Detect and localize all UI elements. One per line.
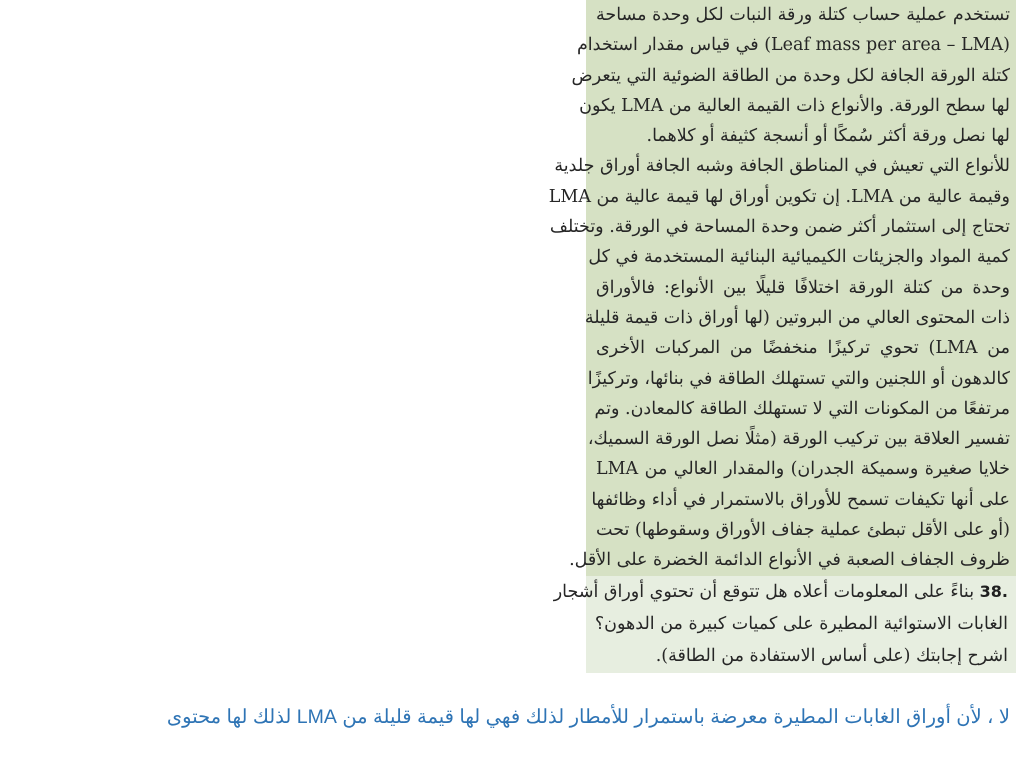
question-number: 38. [979, 582, 1008, 601]
passage-text [548, 0, 1016, 576]
passage-line: (أو على الأقل تبطئ عملية جفاف الأوراق وسقوطها) تحت [596, 520, 1010, 541]
question-text: بناءً على المعلومات أعلاه هل تتوقع أن تحتوي أوراق أشجار [553, 582, 975, 602]
passage-line: تفسير العلاقة بين تركيب الورقة (مثلًا نصل الورقة السميك، [587, 429, 1010, 450]
passage-line: لها سطح الورقة. والأنواع ذات القيمة العالية من LMA يكون [579, 95, 1010, 116]
question-block [553, 576, 1016, 673]
passage-line: (Leaf mass per area – LMA) في قياس مقدار استخدام [576, 35, 1010, 56]
question-line: الغابات الاستوائية المطيرة على كميات كبيرة من الدهون؟ [594, 614, 1008, 634]
passage-excerpt [548, 0, 1016, 576]
passage-line: على أنها تكيفات تسمح للأوراق بالاستمرار في أداء وظائفها [591, 489, 1010, 510]
passage-line: من LMA) تحوي تركيزًا منخفضًا من المركبات الأخرى [596, 338, 1011, 359]
passage-line: مرتفعًا من المكونات التي لا تستهلك الطاقة كالمعادن. وتم [594, 398, 1010, 419]
passage-line: كالدهون أو اللجنين والتي تستهلك الطاقة في بنائها، وتركيزًا [587, 368, 1010, 389]
passage-line: لها نصل ورقة أكثر سُمكًا أو أنسجة كثيفة أو كلاهما. [646, 126, 1010, 147]
answer-text: لا ، لأن أوراق الغابات المطيرة معرضة باستمرار للأمطار لذلك فهي لها قيمة قليلة من LMA لذلك لها محتوى [166, 706, 1010, 728]
passage-line: تحتاج إلى استثمار أكثر ضمن وحدة المساحة في الورقة. وتختلف [549, 217, 1010, 238]
passage-line: ذات المحتوى العالي من البروتين (لها أوراق ذات قيمة قليلة [584, 307, 1010, 328]
passage-line: كتلة الورقة الجافة لكل وحدة من الطاقة الضوئية التي يتعرض [571, 65, 1010, 86]
passage-line: كمية المواد والجزيئات الكيميائية البنائية المستخدمة في كل [588, 247, 1010, 268]
question-line: اشرح إجابتك (على أساس الاستفادة من الطاقة). [655, 646, 1008, 666]
passage-line: خلايا صغيرة وسميكة الجدران) والمقدار العالي من LMA [596, 459, 1010, 480]
passage-line: تستخدم عملية حساب كتلة ورقة النبات لكل وحدة مساحة [596, 5, 1010, 25]
passage-line: وقيمة عالية من LMA. إن تكوين أوراق لها قيمة عالية من LMA [548, 186, 1010, 207]
passage-line: ظروف الجفاف الصعبة في الأنواع الدائمة الخضرة على الأقل. [569, 550, 1010, 571]
passage-line: للأنواع التي تعيش في المناطق الجافة وشبه الجافة أوراق جلدية [554, 156, 1010, 177]
question-line [553, 576, 1016, 608]
passage-line: وحدة من كتلة الورقة اختلافًا قليلًا بين الأنواع: فالأوراق [596, 277, 1010, 298]
